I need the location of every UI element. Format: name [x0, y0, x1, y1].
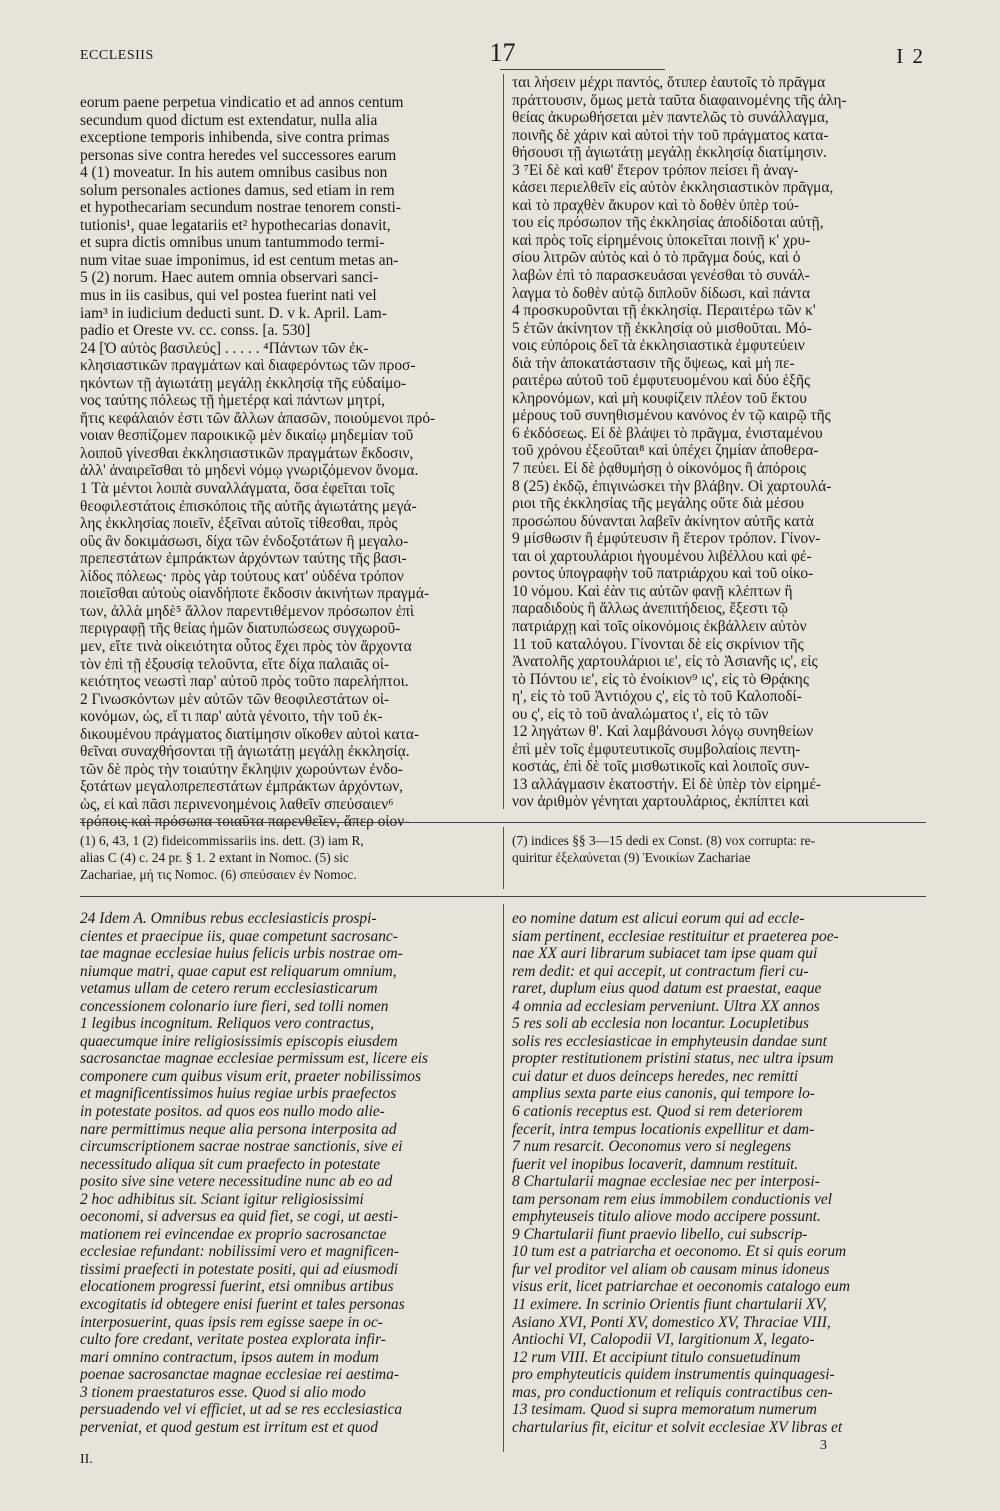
text-line: 2 Γινωσκόντων μὲν αὐτῶν τῶν θεοφιλεστάτων οἰ- — [80, 690, 390, 708]
text-line: κλησιαστικῶν πραγμάτων καὶ διαφερόντως τῶν προσ- — [80, 357, 416, 375]
text-line: exceptione temporis inhibenda, sive contra primas — [80, 129, 390, 147]
text-line: tissimi praefecti in potestate positi, qui ad eiusmodi — [80, 1260, 399, 1278]
text-line: personas sive contra heredes vel successores earum — [80, 146, 397, 164]
text-line: interposuerint, quas ipsis rem egisse saepe in oc- — [80, 1313, 383, 1331]
text-line: 7 num resarcit. Oeconomus vero si neglegens — [512, 1138, 792, 1156]
text-line: posito sive sine vetere necessitudine nunc ab eo ad — [80, 1173, 393, 1191]
text-line: ραιτέρω αὐτοῦ τοῦ ἐμφυτευομένου καὶ δύο ἑξῆς — [512, 372, 811, 390]
text-line: παραδιδοὺς ἢ ἄλλως ἀνεπιτήδειος, ἔξεστι τῷ — [512, 600, 788, 618]
text-line: καὶ πρὸς τοῖς εἰρημένοις ὑποκεῖται ποινῇ κ' χρυ- — [512, 231, 811, 249]
text-line: θείας ἀκυρωθήσεται μὲν παντελῶς τὸ συνάλλαγμα, — [512, 109, 829, 127]
text-line: οὓς ἂν δοκιμάσωσι, δίχα τῶν ἐνδοξοτάτων ἢ μεγαλο- — [80, 532, 409, 550]
text-line: 9 μίσθωσιν ἢ ἐμφύτευσιν ἢ ἕτερον τρόπον. Γίνον- — [512, 530, 821, 548]
text-line: περιγραφῇ τῆς θείας ἡμῶν διατυπώσεως συγχωροῦ- — [80, 620, 401, 638]
text-line: alias C (4) c. 24 pr. § 1. 2 extant in Nomoc. (5) sic — [80, 850, 349, 865]
text-line: σίου λιτρῶν αὐτὸς καὶ ὁ τὸ πρᾶγμα δούς, καὶ ὁ — [512, 249, 801, 267]
text-line: propter restitutionem pristini status, nec ultra ipsum — [512, 1050, 834, 1068]
latin-translation-right — [512, 910, 926, 1436]
text-line: ριοι τῆς ἐκκλησίας τῆς μεγάλης οὔτε διὰ μέσου — [512, 495, 804, 513]
text-line: 4 προσκυροῦνται τῇ ἐκκλησίᾳ. Περαιτέρω τῶν κ' — [512, 302, 816, 320]
text-line: ροντος ὑπογραφὴν τοῦ πατριάρχου καὶ τοῦ οἰκο- — [512, 565, 814, 583]
text-line: poenae sacrosanctae magnae ecclesiae rei aestima- — [80, 1366, 399, 1384]
running-title: ECCLESIIS — [80, 48, 154, 63]
text-line: καὶ τὸ πραχθὲν ἄκυρον καὶ τὸ δοθὲν ὑπὲρ τού- — [512, 196, 800, 214]
text-line: eo nomine datum est alicui eorum qui ad eccle- — [512, 910, 805, 927]
header-rule — [500, 69, 665, 70]
page-number: 17 — [489, 38, 516, 67]
text-line: persuadendo vel vi efficiet, ut ad se res ecclesiastica — [80, 1401, 403, 1419]
text-line: mari omnino contractum, ipsos autem in modum — [80, 1348, 379, 1366]
text-line: μέρους τοῦ συνηθισμένου κανόνος ἐν τῷ καιρῷ τῆς — [512, 407, 831, 425]
text-line: 1 Τὰ μέντοι λοιπὰ συναλλάγματα, ὅσα ἐφεῖται τοῖς — [80, 480, 395, 498]
text-line: in potestate positos. ad quos eos nullo modo aliе- — [80, 1103, 385, 1121]
text-line: 8 (25) ἐκδῷ, ἐπιγινώσκει τὴν βλάβην. Οἱ χαρτουλά- — [512, 477, 832, 495]
text-line: tutionis¹, quae legatariis et² hypothecarias donavit, — [80, 216, 391, 234]
text-line: mus in iis casibus, qui vel postea fuerint nati vel — [80, 287, 377, 305]
text-line: 6 ἐκδόσεως. Εἰ δὲ βλάψει τὸ πρᾶγμα, ἐνισταμένου — [512, 424, 823, 442]
text-line: τρόποις καὶ πρόσωπα τοιαῦτα παρενθεῖεν, ἅπερ οἰον- — [80, 813, 410, 831]
text-line: κοστάς, ἐπὶ δὲ τοῖς μισθωτικοῖς καὶ λοιποῖς συν- — [512, 758, 810, 776]
text-line: λοιποῦ γίνεσθαι ἐκκλησιαστικῶν πραγμάτων ἔκδοσιν, — [80, 444, 414, 462]
text-line: λαβὼν ἐπὶ τὸ παρασκευάσαι γενέσθαι τὸ συνάλ- — [512, 267, 810, 285]
text-line: fuerit vel inopibus locaverit, damnum restituit. — [512, 1155, 799, 1173]
text-line: perveniat, et quod gestum est irritum est et quod — [80, 1418, 378, 1436]
text-line: fur vel proditor vel aliam ob causam minus idoneus — [512, 1260, 830, 1278]
text-line: Zachariae, μή τις Nomoc. (6) σπεύσαιεν ἐν Nomoc. — [80, 867, 357, 882]
column-divider — [503, 74, 504, 809]
footnote-rule — [80, 822, 926, 823]
text-line: θεοφιλεστάτοις ἐπισκόποις τῆς αὐτῆς ἁγιωτάτης μεγά- — [80, 497, 417, 515]
text-line: 24 Idem A. Omnibus rebus ecclesiasticis prospi- — [80, 910, 377, 927]
text-line: iam³ in iudicium deducti sunt. D. v k. April. Lam- — [80, 304, 387, 322]
running-header — [80, 38, 925, 78]
text-line: 10 νόμου. Καὶ ἐὰν τις αὐτῶν φανῇ κλέπτων ἢ — [512, 582, 793, 600]
text-line: fecerit, intra tempus locationis expellitur et dam- — [512, 1120, 815, 1138]
text-line: mationem rei evincendae ex proprio sacrosanctae — [80, 1225, 387, 1243]
text-line: mas, pro conductionum et reliquis contractibus cen- — [512, 1383, 833, 1401]
text-line: nare permittimus neque alia persona interposita ad — [80, 1120, 397, 1138]
greek-text-top — [512, 74, 926, 811]
text-line: ἥτις κεφάλαιόν ἐστι τῶν ἄλλων ἁπασῶν, ποιούμενοι πρό- — [80, 409, 436, 427]
text-line: pro emphyteuticis quidem instrumentis quinquagesi- — [512, 1366, 835, 1384]
text-line: τῶν δὲ πρὸς τὴν τοιαύτην ἔκληψιν χωρούντων ἐνδο- — [80, 760, 403, 778]
column-divider-bottom — [503, 904, 504, 1452]
text-line: 1 legibus incognitum. Reliquos vero contractus, — [80, 1015, 374, 1033]
text-line: ἐπὶ μὲν τοῖς ἐμφυτευτικοῖς συμβολαίοις πεντη- — [512, 740, 801, 758]
section-marker: I 2 — [896, 44, 925, 68]
footnotes-right — [512, 832, 926, 866]
text-line: πατριάρχῃ καὶ τοῖς οἰκονόμοις ἐκβάλλειν αὐτὸν — [512, 617, 807, 635]
text-line: πρεπεστάτων ἐμπράκτων ἀρχόντων ταύτης τῆς βασι- — [80, 550, 407, 568]
text-line: (1) 6, 43, 1 (2) fideicommissariis ins. dett. (3) iam R, — [80, 833, 364, 848]
text-line: τὸ Πόντου ιε', εἰς τὸ ἐνοίκιον⁹ ις', εἰς τὸ Θρᾴκης — [512, 670, 809, 688]
text-line: 3 tionem praestaturos esse. Quod si alio modo — [80, 1383, 366, 1401]
text-line: 5 res soli ab ecclesia non locantur. Locupletibus — [512, 1015, 809, 1033]
text-line: ξοτάτων μεγαλοπρεπεστάτων ἐμπράκτων ἀρχόντων, — [80, 778, 404, 796]
text-line: θεῖναι συναχθήσονται τῇ ἁγιωτάτῃ μεγάλῃ ἐκκλησίᾳ. — [80, 743, 410, 761]
text-line: πράττουσιν, ὅμως μετὰ ταῦτα διαφαινομένης τῆς ἀλη- — [512, 91, 847, 109]
text-line: 5 (2) norum. Haec autem omnia observari sanci- — [80, 269, 379, 287]
text-line: solum personales actiones damus, sed etiam in rem — [80, 181, 395, 199]
text-line: 24 [Ὁ αὐτὸς βασιλεύς] . . . . . ⁴Πάντων τῶν ἐκ- — [80, 339, 369, 357]
latin-text-top — [80, 94, 493, 831]
text-line: κονόμων, ὡς, εἴ τι παρ' αὐτὰ γένοιτο, τὴν τοῦ ἐκ- — [80, 708, 383, 726]
text-line: tam personam rem eius immobilem conductionis vel — [512, 1190, 833, 1208]
section-rule — [80, 896, 926, 897]
text-line: 4 omnia ad ecclesiam perveniunt. Ultra XX annos — [512, 997, 820, 1015]
text-line: tae magnae ecclesiae huius felicis urbis nostrae om- — [80, 945, 403, 963]
text-line: νοιαν θεσπίζομεν παροικικῷ μὲν δικαίῳ μηδεμίαν τοῦ — [80, 427, 414, 445]
text-line: 8 Chartularii magnae ecclesiae nec per interposi- — [512, 1173, 820, 1191]
text-line: Antiochi VI, Calopodii VI, largitionum X, legato- — [512, 1331, 815, 1349]
footnotes-left — [80, 832, 493, 883]
text-line: componere cum quibus visum erit, praeter nobilissimos — [80, 1067, 421, 1085]
text-line: raret, duplum eius quod datum est praestat, eaque — [512, 980, 822, 998]
text-line: cui datur et duos deinceps heredes, nec remitti — [512, 1067, 799, 1085]
text-line: 6 cationis receptus est. Quod si rem deteriorem — [512, 1103, 803, 1121]
text-line: του εἰς πρόσωπον τῆς ἐκκλησίας ἀποδίδοται αὐτῇ, — [512, 214, 824, 232]
text-line: θήσουσι τῇ ἁγιωτάτῃ μεγάλῃ ἐκκλησίᾳ διατίμησιν. — [512, 144, 827, 162]
text-line: 4 (1) moveatur. In his autem omnibus casibus non — [80, 164, 388, 182]
text-line: νοις εὐπόροις δεῖ τὰ ἐκκλησιαστικὰ ἐμφυτεύειν — [512, 337, 805, 355]
text-line: ὡς, εἰ καὶ πᾶσι περινενοημένοις λαθεῖν σπεύσαιεν⁶ — [80, 795, 394, 813]
text-line: ἀλλ' ἀναιρεῖσθαι τὸ μηδενὶ νόμῳ γνωριζόμενον ὄνομα. — [80, 462, 419, 480]
text-line: necessitudo aliqua sit cum praefecto in potestate — [80, 1155, 381, 1173]
text-line: ται οἱ χαρτουλάριοι ἡγουμένου λιβέλλου καὶ φέ- — [512, 547, 812, 565]
text-line: emphyteuseis titulo aliove modo accipere possunt. — [512, 1208, 821, 1226]
text-line: solis res ecclesiasticae in emphyteusin dandae sunt — [512, 1032, 827, 1050]
text-line: μεν, εἴτε τινὰ οἰκειότητα οὗτος ἔχει πρὸς τὸν ἄρχοντα — [80, 637, 412, 655]
text-line: 2 hoc adhibitus sit. Sciant igitur religiosissimi — [80, 1190, 364, 1208]
text-line: elocationem progressi fuerint, etsi omnibus artibus — [80, 1278, 394, 1296]
text-line: quiritur ἐξελαύνεται (9) Ἐνοικίων Zachariae — [512, 850, 751, 865]
text-line: ποινῆς δὲ χάριν καὶ αὐτοὶ τὴν τοῦ πράγματος κατα- — [512, 126, 829, 144]
text-line: λης ἐκκλησίας ποιεῖν, ἐξεῖναι αὐτοῖς τίθεσθαι, πρὸς — [80, 515, 398, 533]
text-line: 12 rum VIII. Et accipiunt titulo consuetudinum — [512, 1348, 801, 1366]
text-line: διὰ τὴν ἀποκατάστασιν τῆς ὄψεως, καὶ μὴ πε- — [512, 354, 795, 372]
text-line: 9 Chartularii fiunt praevio libello, cui subscrip- — [512, 1225, 808, 1243]
text-line: 11 eximere. In scrinio Orientis fiunt chartularii XV, — [512, 1296, 827, 1314]
text-line: η', εἰς τὸ τοῦ Ἀντιόχου ς', εἰς τὸ τοῦ Καλοποδί- — [512, 688, 802, 706]
text-line: 12 ληγάτων θ'. Καὶ λαμβάνουσι λόγῳ συνηθείων — [512, 723, 814, 741]
signature-mark: II. — [80, 1452, 93, 1467]
gathering-mark: 3 — [820, 1438, 827, 1453]
text-line: 3 ⁷Εἰ δὲ καὶ καθ' ἕτερον τρόπον πείσει ἢ ἀναγ- — [512, 161, 799, 179]
text-line: cientes et praecipue iis, quae competunt sacrosanc- — [80, 927, 398, 945]
text-line: 5 ἐτῶν ἀκίνητον τῇ ἐκκλησίᾳ οὐ μισθοῦται. Μό- — [512, 319, 812, 337]
text-line: eorum paene perpetua vindicatio et ad annos centum — [80, 94, 404, 111]
text-line: et supra dictis omnibus unum tantummodo termi- — [80, 234, 385, 252]
text-line: secundum quod dictum est extendatur, nulla alia — [80, 111, 378, 129]
text-line: προσώπου δύνανται λαβεῖν ἀκίνητον αὐτῆς κατὰ — [512, 512, 814, 530]
text-line: sacrosanctae magnae ecclesiae permissum est, licere eis — [80, 1050, 429, 1068]
text-line: chartularius fit, eicitur et solvit ecclesiae XV libras et — [512, 1418, 843, 1436]
text-line: ecclesiae refundant: nobilissimi vero et magnificen- — [80, 1243, 399, 1261]
text-line: ται λήσειν μέχρι παντός, ὅτιπερ ἑαυτοῖς τὸ πρᾶγμα — [512, 74, 826, 91]
text-line: των, ἀλλὰ μηδὲ⁵ ἄλλον παρεντιθέμενον πρόσωπον ἐπὶ — [80, 602, 415, 620]
text-line: et magnificentissimos huius regiae urbis praefectos — [80, 1085, 397, 1103]
text-line: κάσει περιελθεῖν εἰς αὐτὸν ἐκκλησιαστικὸν πρᾶγμα, — [512, 179, 834, 197]
text-line: ηκόντων τῇ ἁγιωτάτῃ μεγάλῃ ἐκκλησίᾳ τῆς εὐδαίμο- — [80, 374, 407, 392]
text-line: 11 τοῦ καταλόγου. Γίνονται δὲ εἰς σκρίνιον τῆς — [512, 635, 804, 653]
text-line: siam pertinent, ecclesiae restituitur et praeterea poe- — [512, 927, 839, 945]
text-line: (7) indices §§ 3—15 dedi ex Const. (8) vox corrupta: re- — [512, 833, 816, 848]
text-line: excogitatis id obtegere enisi fuerint et tales personas — [80, 1296, 405, 1314]
text-line: et hypothecariam secundum nostrae tenorem consti- — [80, 199, 401, 217]
text-line: νον ἀριθμὸν γένηται χαρτουλάριος, ἐκπίπτει καὶ — [512, 793, 809, 811]
latin-translation-left — [80, 910, 493, 1436]
footnote-divider — [503, 827, 504, 889]
text-line: niumque matri, quae caput est reliquarum omnium, — [80, 962, 397, 980]
text-line: 13 αλλάγμασιν ἑκατοστήν. Εἰ δὲ ὑπὲρ τὸν εἰρημέ- — [512, 775, 822, 793]
text-line: visus erit, licet patriarchae et oeconomis catalogo eum — [512, 1278, 850, 1296]
text-line: κειότητος νεωστὶ παρ' αὐτοῦ πρὸς τοῦτο παρελήπτοι. — [80, 673, 409, 691]
text-line: Ἀνατολῆς χαρτουλάριοι ιε', εἰς τὸ Ἀσιανῆς ις', εἰς — [512, 653, 818, 671]
text-line: νος ταύτης πόλεως τῇ ἡμετέρᾳ καὶ πάντων μητρί, — [80, 392, 385, 410]
text-line: oeconomi, si adversus ea quid fiet, se cogi, ut aesti- — [80, 1208, 399, 1226]
text-line: τοῦ χρόνου ἐξεοῦται⁸ καὶ ὑπέχει ζημίαν ἀποθερα- — [512, 442, 819, 460]
text-line: ποιεῖσθαι αὐτοὺς οἱανδήποτε ἔκδοσιν ἀκινήτων πραγμά- — [80, 585, 430, 603]
text-line: κληρονόμων, καὶ μὴ κουφίζειν πλέον τοῦ ἕκτου — [512, 389, 807, 407]
text-line: λίδος πόλεως· πρὸς γὰρ τούτους κατ' οὐδένα τρόπον — [80, 567, 404, 585]
text-line: culto fore credant, veritate postea explorata infir- — [80, 1331, 386, 1349]
text-line: τὸν ἐπὶ τῇ ἐξουσίᾳ τελοῦντα, εἴτε δίχα παλαιᾶς οἰ- — [80, 655, 390, 673]
text-line: padio et Oreste vv. cc. conss. [a. 530] — [80, 322, 311, 340]
text-line: ου ς', εἰς τὸ τοῦ ἀναλώματος ι', εἰς τὸ τῶν — [512, 705, 769, 723]
text-line: circumscriptionem sacrae nostrae sanctionis, sive ei — [80, 1138, 403, 1156]
text-line: num vitae suae imponimus, id est centum metas an- — [80, 251, 399, 269]
text-line: 7 πεύει. Εἰ δὲ ῥᾳθυμήσῃ ὁ οἰκονόμος ἢ ἀπόροις — [512, 460, 806, 478]
text-line: λαγμα τὸ δοθὲν αὐτῷ διπλοῦν δίδωσι, καὶ πάντα — [512, 284, 811, 302]
text-line: concessionem colonario iure fieri, sed tolli nomen — [80, 997, 389, 1015]
text-line: Asiano XVI, Ponti XV, domestico XV, Thraciae VIII, — [512, 1313, 831, 1331]
text-line: 10 tum est a patriarcha et oeconomo. Et si quis eorum — [512, 1243, 847, 1261]
text-line: rem dedit: et qui accepit, ut contractum fieri cu- — [512, 962, 809, 980]
text-line: nae XX auri librarum subiacet tam ipse quam qui — [512, 945, 818, 963]
text-line: amplius sexta parte eius canonis, qui tempore lo- — [512, 1085, 815, 1103]
text-line: vetamus ullam de cetero rerum ecclesiasticarum — [80, 980, 378, 998]
text-line: δικουμένου πράγματος διατίμησιν οἴκοθεν αὐτοὶ κατα- — [80, 725, 419, 743]
text-line: 13 tesimam. Quod si supra memoratum numerum — [512, 1401, 817, 1419]
text-line: quaecumque inire religiosissimis episcopis eiusdem — [80, 1032, 398, 1050]
